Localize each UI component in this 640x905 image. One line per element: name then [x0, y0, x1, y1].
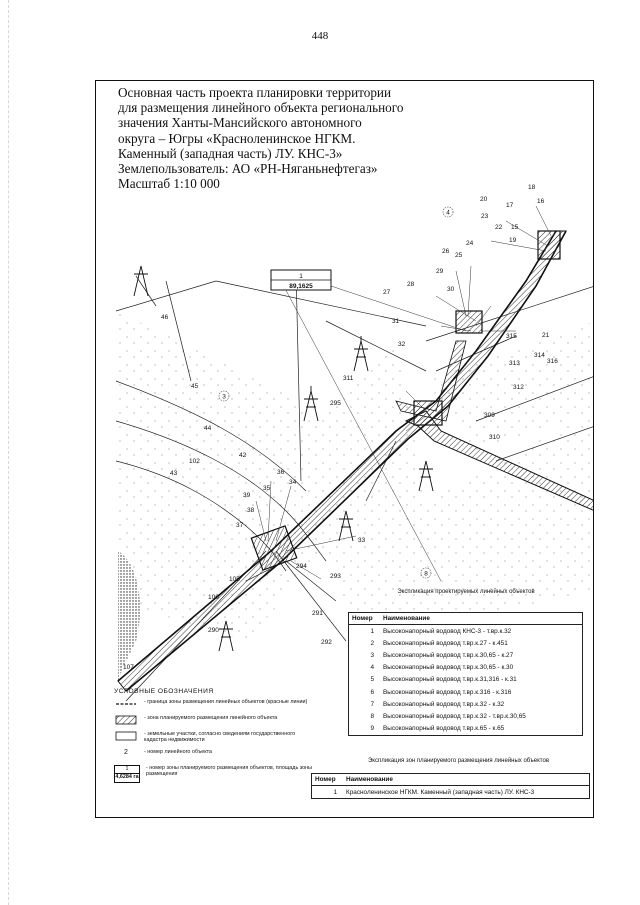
- title-line: значения Ханты-Мансийского автономного: [118, 115, 362, 131]
- title-line: округа – Югры «Красноленинское НГКМ.: [118, 130, 356, 146]
- table-row: 9 Высоконапорный водовод т.вр.к.65 - к.65: [370, 725, 505, 733]
- map-number: 18: [528, 184, 536, 191]
- map-number: 45: [191, 383, 199, 390]
- table-header: Номер: [349, 613, 380, 625]
- title-line: Каменный (западная часть) ЛУ. КНС-3»: [118, 145, 343, 161]
- map-number: 24: [466, 240, 474, 247]
- table-row: 6 Высоконапорный водовод т.вр.к.316 - к.316: [370, 688, 512, 696]
- map-number: 44: [204, 425, 212, 432]
- map-number: 19: [509, 237, 517, 244]
- title-line: для размещения линейного объекта регионального: [118, 100, 404, 116]
- table-row: 4 Высоконапорный водовод т.вр.к.30,65 - к.30: [370, 664, 514, 672]
- linear-objects-caption: Экспликация проектируемых линейных объектов: [397, 589, 535, 595]
- zone-box-symbol: 1 4,6284 га: [114, 765, 140, 783]
- map-number: 43: [170, 470, 178, 477]
- map-number: 28: [407, 281, 415, 288]
- map-number: 309: [484, 412, 495, 419]
- table-header: Наименование: [380, 613, 582, 625]
- map-number: 25: [455, 252, 463, 259]
- map-number: 15: [511, 224, 519, 231]
- node-block: [538, 231, 560, 259]
- table-header: Наименование: [343, 774, 589, 786]
- map-number: 34: [289, 479, 297, 486]
- circle-label: 3: [222, 393, 226, 401]
- circle-label: 4: [446, 209, 450, 217]
- legend-item: - земельные участки, согласно сведениям государственного кадастра недвижимости: [114, 731, 314, 743]
- map-number: 23: [481, 213, 489, 220]
- title-line: Масштаб 1:10 000: [118, 176, 220, 192]
- legend: [114, 688, 314, 789]
- red-line-symbol: [114, 699, 138, 709]
- map-number: 26: [442, 248, 450, 255]
- title-line: Основная часть проекта планировки территории: [118, 85, 392, 100]
- map-number: 31: [392, 318, 400, 325]
- map-number: 314: [534, 352, 545, 359]
- map-number: 102: [189, 458, 200, 465]
- map-number: 292: [321, 639, 332, 646]
- zone-hatch-symbol: [114, 715, 138, 725]
- map-number: 295: [330, 400, 341, 407]
- table-row: 1 Красноленинское НГКМ. Каменный (западная часть) ЛУ. КНС-3: [333, 788, 535, 796]
- map-title: [118, 85, 458, 191]
- table-row: 3 Высоконапорный водовод т.вр.к.30,65 - к.27: [370, 651, 514, 659]
- node-block: [456, 311, 482, 333]
- table-row: 1 Высоконапорный водовод КНС-3 - т.вр.к.32: [370, 627, 512, 635]
- map-number: 290: [208, 627, 219, 634]
- linear-objects-table: [348, 612, 583, 736]
- map-number: 17: [506, 202, 514, 209]
- map-number: 21: [542, 332, 550, 339]
- map-number: 35: [263, 485, 271, 492]
- table-header: Номер: [312, 774, 343, 786]
- map-number: 316: [547, 358, 558, 365]
- page-number: 448: [311, 30, 329, 42]
- table-row: 8 Высоконапорный водовод т.вр.к.32 - т.вр.к.30,65: [370, 712, 526, 720]
- map-number: 36: [277, 469, 285, 476]
- object-number-symbol: 2: [124, 749, 128, 756]
- map-frame: [95, 80, 594, 818]
- table-row: 7 Высоконапорный водовод т.вр.к.32 - к.32: [370, 700, 505, 708]
- legend-item: - граница зоны размещения линейных объектов (красные линии): [114, 699, 314, 709]
- zones-table: [311, 773, 590, 799]
- land-parcel-symbol: [114, 731, 138, 741]
- circle-label: 8: [424, 570, 428, 578]
- page-margin-line: [8, 0, 10, 905]
- table-row: 5 Высоконапорный водовод т.вр.к.31,316 - к.31: [370, 676, 517, 684]
- zone-number: 1: [299, 273, 303, 280]
- map-number: 315: [506, 333, 517, 340]
- map-number: 33: [358, 537, 366, 544]
- map-number: 29: [436, 268, 444, 275]
- map-number: 311: [343, 375, 354, 382]
- node-block: [414, 401, 442, 425]
- map-number: 313: [509, 360, 520, 367]
- table-row: 2 Высоконапорный водовод т.вр.к.27 - к.451: [370, 639, 508, 647]
- map-number: 107: [123, 664, 134, 671]
- legend-item: - зона планируемого размещения линейного объекта: [114, 715, 314, 725]
- map-number: 30: [447, 286, 455, 293]
- legend-heading: УСЛОВНЫЕ ОБОЗНАЧЕНИЯ: [114, 688, 214, 695]
- map-number: 105: [229, 576, 240, 583]
- map-number: 312: [513, 384, 524, 391]
- legend-item: 2 - номер линейного объекта: [114, 749, 314, 759]
- map-number: 32: [398, 341, 406, 348]
- title-line: Землепользователь: АО «РН-Няганьнефтегаз»: [118, 161, 378, 177]
- zones-caption: Экспликация зон планируемого размещения линейных объектов: [367, 758, 550, 764]
- map-number: 291: [312, 610, 323, 617]
- map-number: 294: [296, 563, 307, 570]
- map-number: 293: [330, 573, 341, 580]
- map-number: 37: [236, 522, 244, 529]
- map-number: 16: [537, 198, 545, 205]
- map-number: 46: [161, 314, 169, 321]
- map-number: 39: [243, 492, 251, 499]
- map-number: 20: [480, 196, 488, 203]
- map-number: 38: [247, 507, 255, 514]
- map-number: 22: [495, 224, 503, 231]
- map-number: 106: [208, 594, 219, 601]
- zone-area: 89,1625: [289, 283, 313, 290]
- map-number: 42: [239, 452, 247, 459]
- legend-item: 1 4,6284 га - номер зоны планируемого размещения объектов, площадь зоны размещения: [114, 765, 314, 783]
- map-number: 27: [383, 289, 391, 296]
- map-number: 310: [489, 434, 500, 441]
